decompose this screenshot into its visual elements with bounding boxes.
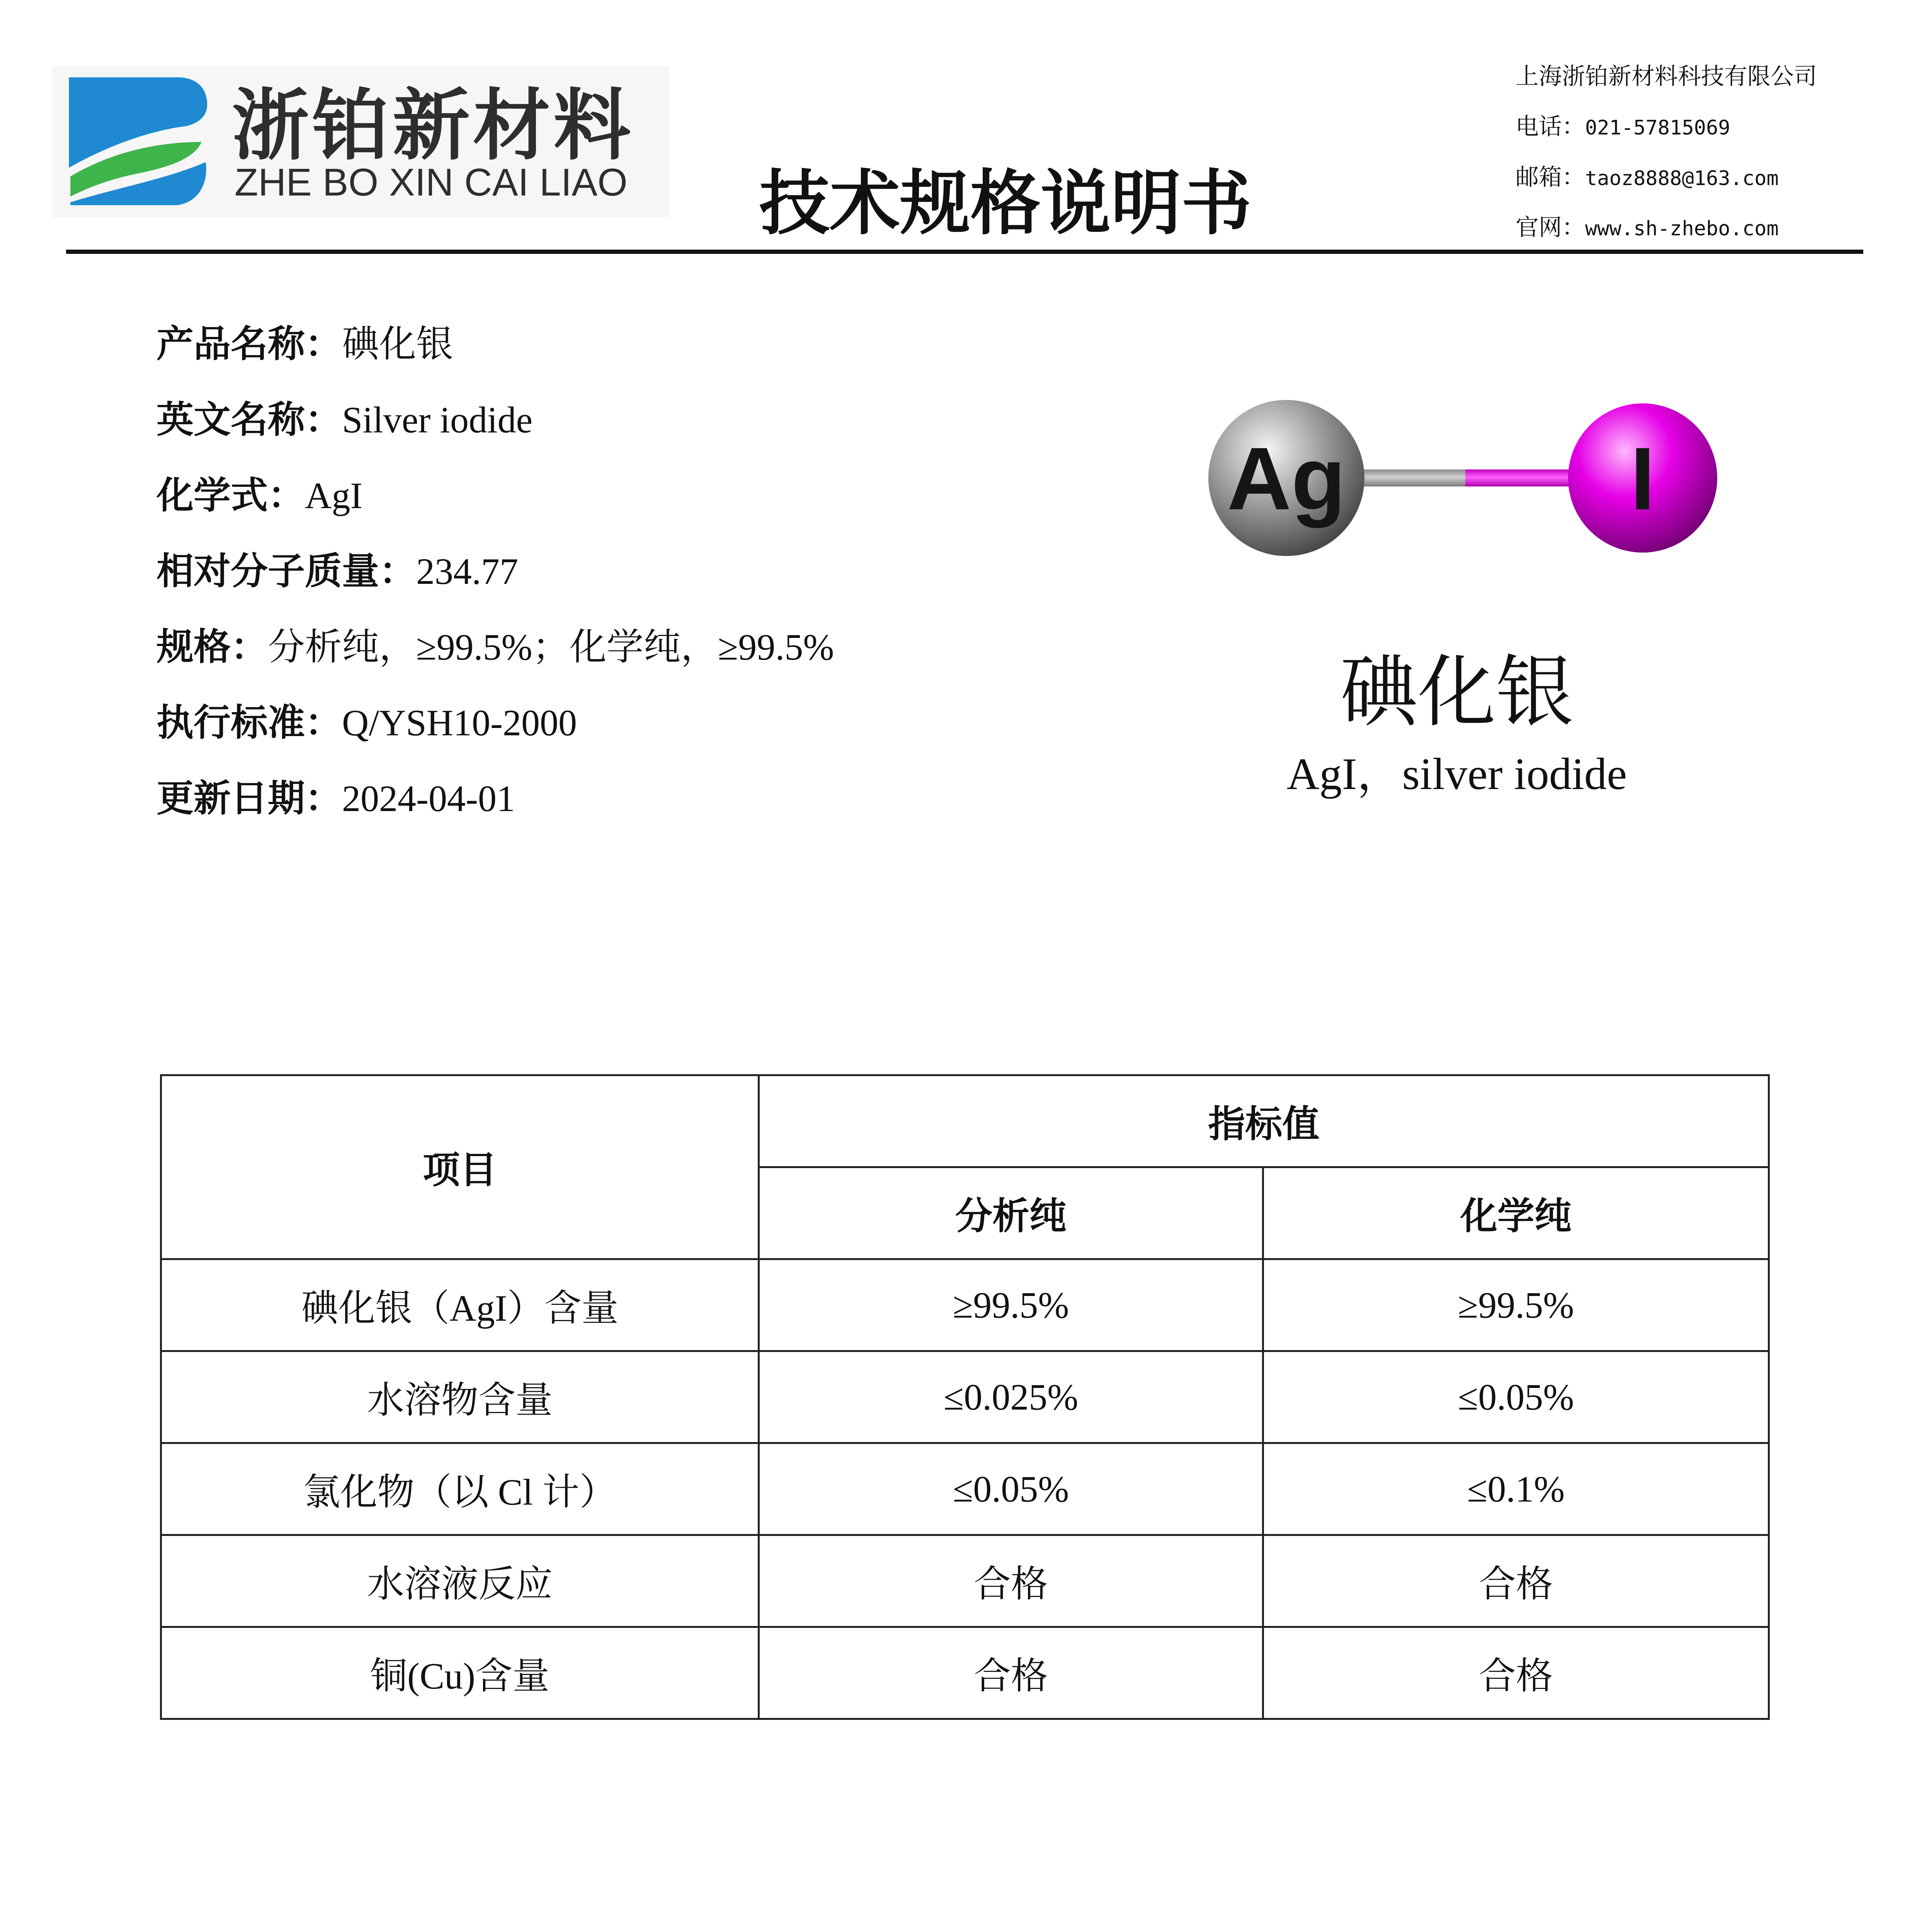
molecule-name-chinese: 碘化银 [1340,646,1574,738]
info-label: 更新日期： [156,777,342,820]
iodine-atom-label: I [1630,429,1655,528]
phone-label: 电话： [1516,113,1585,140]
cell-grade1: 合格 [759,1627,1263,1719]
bond-iodine-half [1465,469,1572,486]
info-value: AgI [305,475,363,516]
info-english-name [156,382,834,457]
cell-grade2: 合格 [1263,1535,1769,1627]
cell-item: 氯化物（以 Cl 计） [161,1443,759,1535]
header-spec-value: 指标值 [759,1075,1769,1167]
cell-grade1: 合格 [759,1535,1263,1627]
info-value: 234.77 [416,551,518,592]
cell-grade2: ≥99.5% [1263,1259,1769,1351]
silver-atom-label: Ag [1227,429,1346,528]
cell-grade1: ≤0.05% [759,1443,1263,1535]
info-standard [156,685,834,760]
info-value: Silver iodide [342,399,533,440]
info-update-date [156,760,834,836]
logo-english-name: ZHE BO XIN CAI LIAO [235,161,628,204]
email-line [1516,166,1779,190]
info-product-name [156,306,834,382]
document-title: 技术规格说明书 [759,162,1252,244]
cell-grade2: 合格 [1263,1627,1769,1719]
table-row [161,1259,1769,1351]
cell-grade1: ≥99.5% [759,1259,1263,1351]
cell-item: 水溶物含量 [161,1351,759,1443]
molecule-name-english: AgI，silver iodide [1286,749,1627,799]
table-row [161,1443,1769,1535]
cell-item: 水溶液反应 [161,1535,759,1627]
info-formula [156,457,834,533]
website-label: 官网： [1516,214,1585,241]
cell-grade2: ≤0.05% [1263,1351,1769,1443]
info-value: 碘化银 [342,323,453,365]
header-divider [66,250,1863,254]
table-row [161,1351,1769,1443]
product-info [156,306,834,836]
website-url: www.sh-zhebo.com [1585,217,1779,240]
molecule-diagram [1198,394,1739,564]
info-value: Q/YSH10-2000 [342,702,577,743]
info-label: 执行标准： [156,701,342,744]
table-row [161,1535,1769,1627]
info-value: 2024-04-01 [342,778,515,819]
header-grade-chemical: 化学纯 [1263,1167,1769,1259]
cell-item: 铜(Cu)含量 [161,1627,759,1719]
header-item: 项目 [161,1075,759,1259]
info-molecular-weight [156,533,834,609]
email-label: 邮箱： [1516,164,1585,191]
company-logo-icon [66,73,209,205]
info-value: 分析纯，≥99.5%；化学纯，≥99.5% [268,626,834,668]
info-label: 相对分子质量： [156,549,416,593]
info-label: 化学式： [156,474,305,517]
phone-line [1516,115,1730,139]
table-header-row [161,1075,1769,1167]
info-label: 产品名称： [156,322,342,366]
info-label: 规格： [156,625,268,668]
info-specification [156,609,834,685]
email-address: taoz8888@163.com [1585,167,1779,190]
header-grade-analytical: 分析纯 [759,1167,1263,1259]
cell-grade2: ≤0.1% [1263,1443,1769,1535]
cell-item: 碘化银（AgI）含量 [161,1259,759,1351]
bond-silver-half [1360,469,1466,486]
info-label: 英文名称： [156,398,342,441]
logo-chinese-name: 浙铂新材料 [232,81,634,171]
website-line [1516,216,1779,240]
phone-number: 021-57815069 [1585,116,1730,139]
cell-grade1: ≤0.025% [759,1351,1263,1443]
company-name: 上海浙铂新材料科技有限公司 [1516,63,1817,90]
table-row [161,1627,1769,1719]
spec-table [160,1074,1770,1720]
